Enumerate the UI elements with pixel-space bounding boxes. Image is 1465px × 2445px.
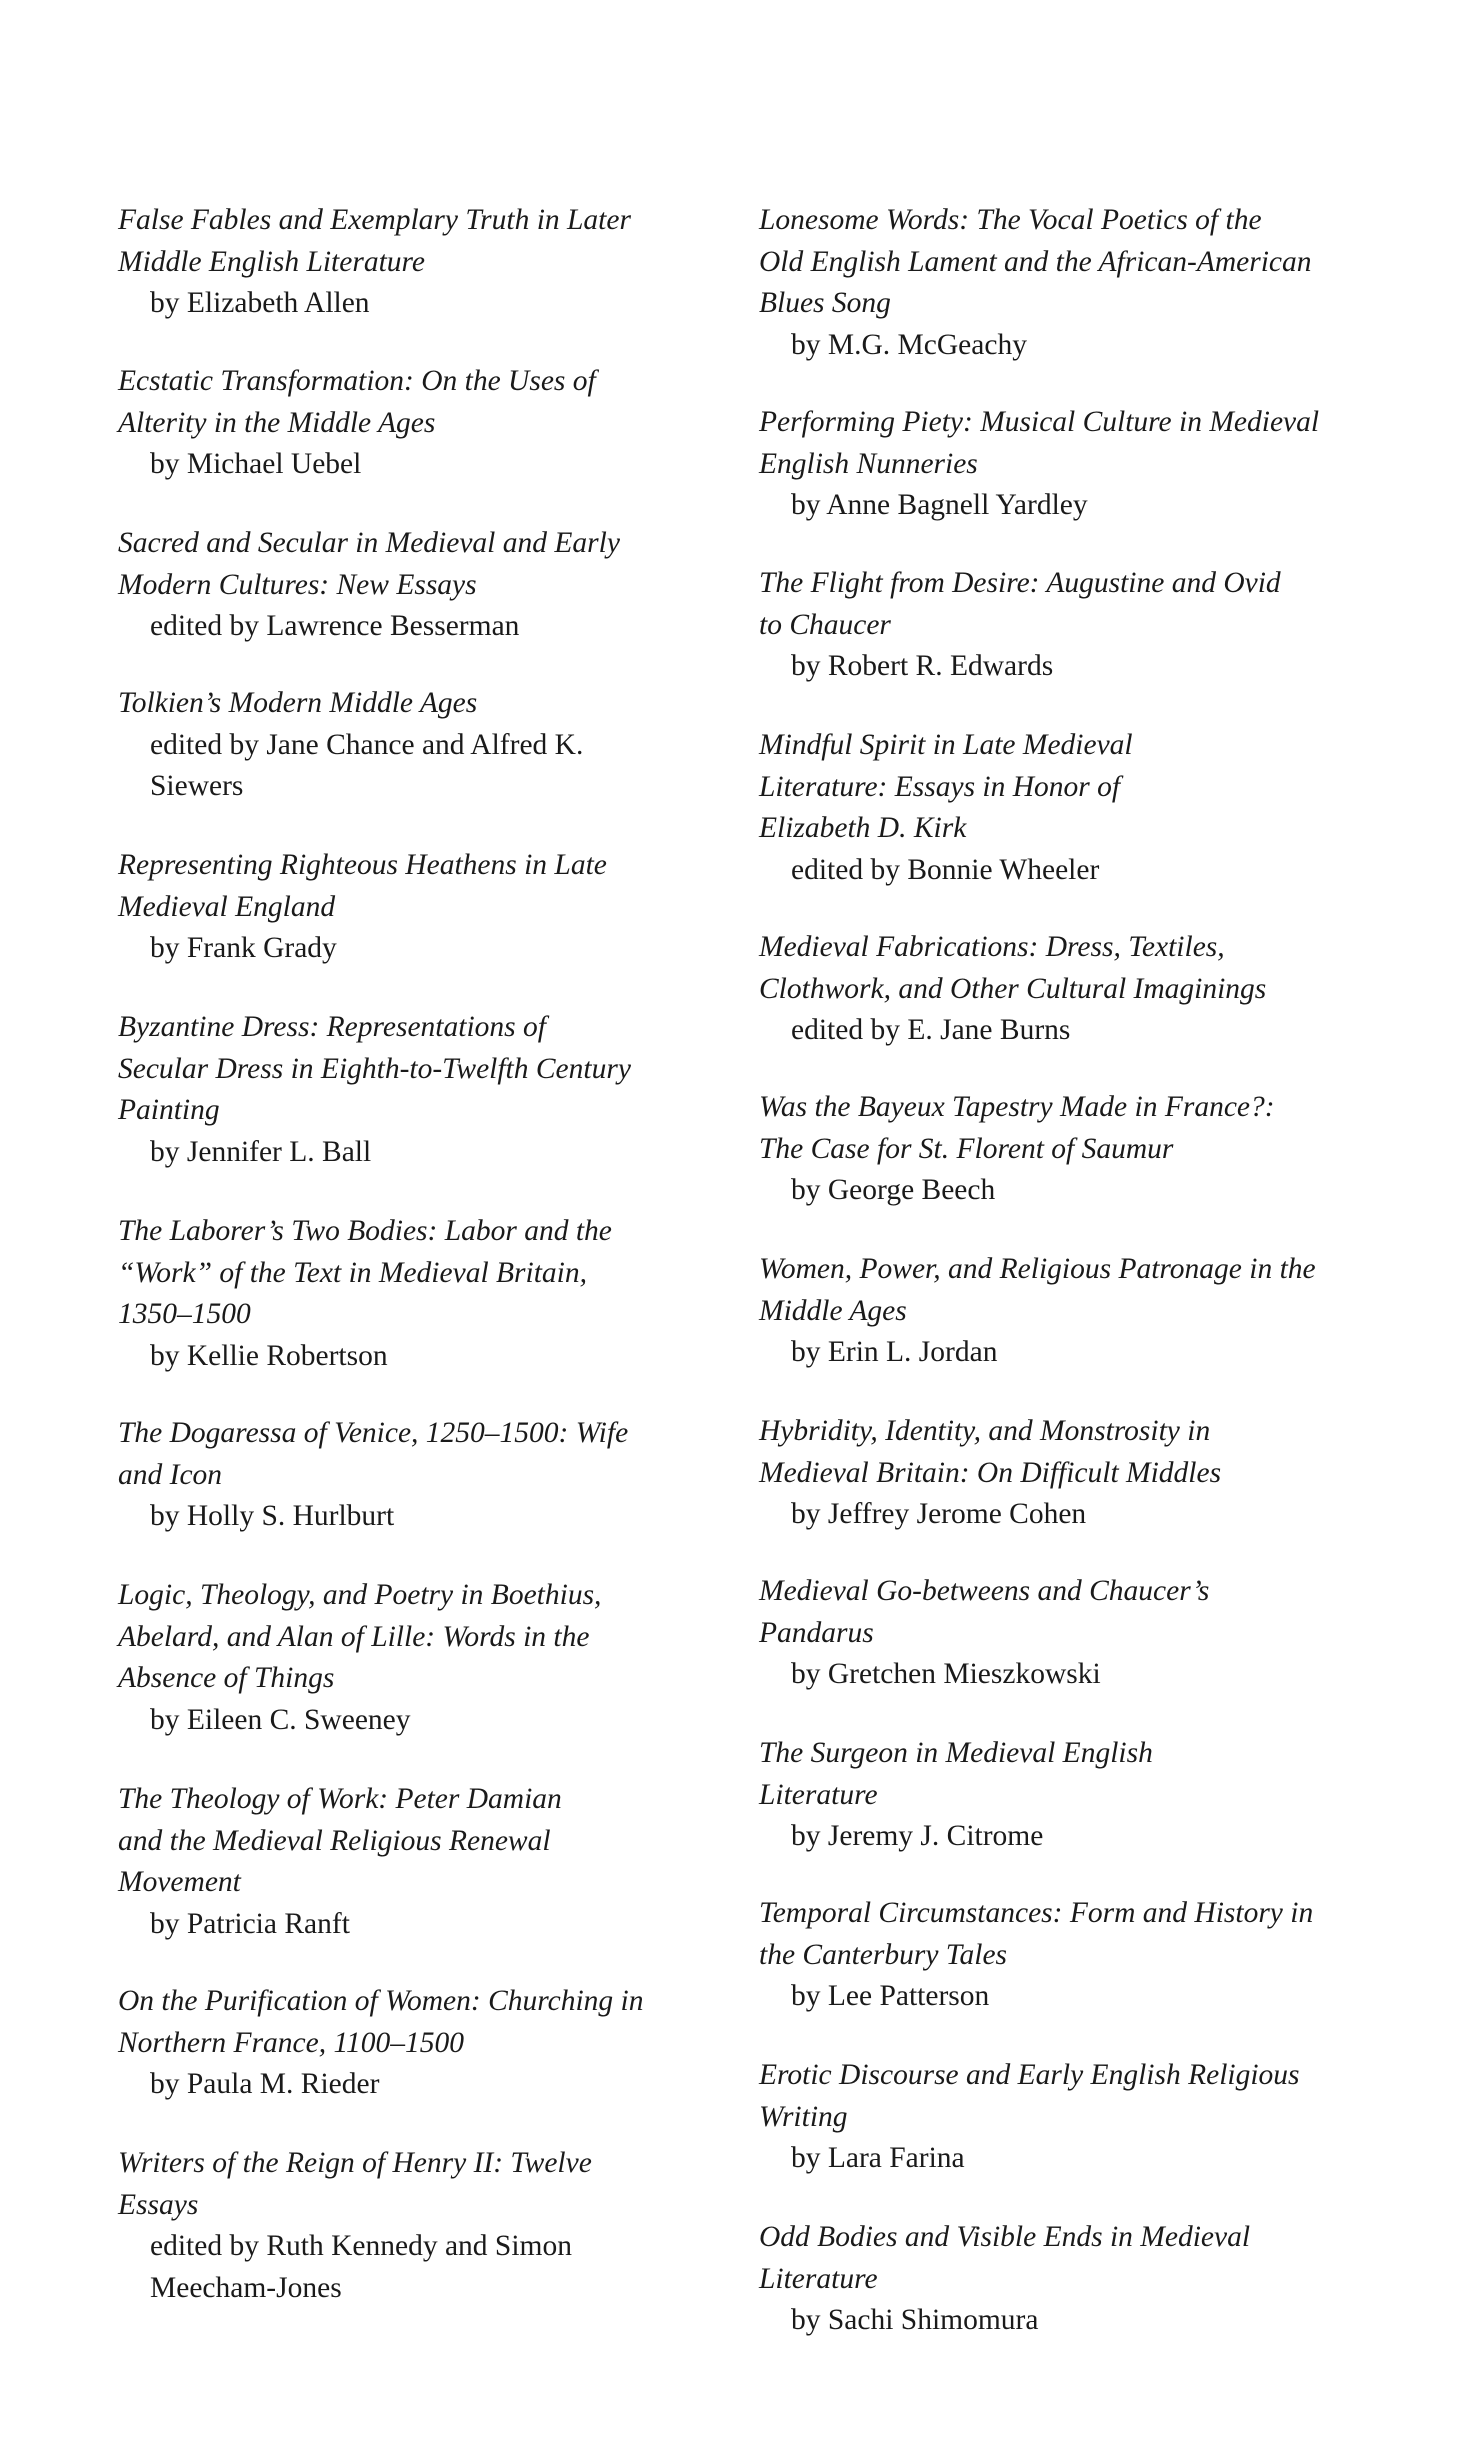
book-title-line: Lonesome Words: The Vocal Poetics of the	[759, 204, 1262, 236]
book-title-line: English Nunneries	[759, 447, 978, 480]
book-author-line: by Gretchen Mieszkowski	[791, 1658, 1101, 1690]
book-title	[118, 1981, 738, 2064]
book-title	[118, 1575, 738, 1700]
book-entry	[759, 927, 1379, 1052]
book-title-line: On the Purification of Women: Churching in	[118, 1985, 644, 2017]
book-author	[759, 1170, 1379, 1212]
book-author	[118, 1904, 738, 1946]
book-entry	[759, 1087, 1379, 1212]
book-author-line: by Holly S. Hurlburt	[150, 1500, 395, 1532]
book-title-line: Mindful Spirit in Late Medieval	[759, 729, 1133, 761]
book-entry	[118, 2143, 738, 2309]
book-title-line: Essays	[118, 2188, 199, 2221]
book-title	[118, 361, 738, 444]
book-title-line: Temporal Circumstances: Form and History in	[759, 1897, 1314, 1929]
book-title-line: Tolkien’s Modern Middle Ages	[118, 687, 478, 719]
book-author-line: by Jennifer L. Ball	[150, 1135, 372, 1168]
book-author-line: Siewers	[150, 770, 244, 802]
book-title-line: Blues Song	[759, 287, 891, 319]
book-title-line: The Dogaressa of Venice, 1250–1500: Wife	[118, 1417, 629, 1449]
book-author-line: by Robert R. Edwards	[791, 650, 1054, 682]
book-title-line: Medieval Fabrications: Dress, Textiles,	[759, 931, 1225, 963]
book-author-line: edited by Bonnie Wheeler	[791, 853, 1100, 886]
book-entry	[759, 1733, 1379, 1858]
book-entry	[759, 402, 1379, 527]
book-author	[118, 928, 738, 970]
book-author-line: by Anne Bagnell Yardley	[791, 489, 1088, 521]
book-author	[118, 283, 738, 325]
book-title	[759, 402, 1379, 485]
book-title	[118, 845, 738, 928]
book-title	[759, 1411, 1379, 1494]
book-author-line: by Erin L. Jordan	[791, 1336, 998, 1368]
book-title-line: and Icon	[118, 1458, 223, 1491]
book-title-line: Abelard, and Alan of Lille: Words in the	[118, 1620, 590, 1653]
book-author	[759, 850, 1379, 892]
book-title-line: Hybridity, Identity, and Monstrosity in	[759, 1415, 1211, 1447]
book-entry	[118, 523, 738, 648]
book-title	[759, 1087, 1379, 1170]
book-title-line: The Laborer’s Two Bodies: Labor and the	[118, 1215, 612, 1247]
book-author-line: by George Beech	[791, 1174, 996, 1206]
book-entry	[118, 1981, 738, 2106]
book-title-line: Performing Piety: Musical Culture in Medieval	[759, 406, 1320, 438]
book-entry	[118, 1779, 738, 1945]
book-title-line: The Theology of Work: Peter Damian	[118, 1783, 562, 1815]
book-author-line: by Lee Patterson	[791, 1980, 990, 2012]
book-author	[759, 1816, 1379, 1858]
book-author-line: edited by E. Jane Burns	[791, 1014, 1071, 1046]
book-title-line: The Surgeon in Medieval English	[759, 1737, 1153, 1769]
book-author-line: by Michael Uebel	[150, 448, 362, 480]
book-title	[118, 1779, 738, 1904]
book-entry	[118, 1007, 738, 1173]
book-title-line: Sacred and Secular in Medieval and Early	[118, 527, 620, 559]
book-author	[759, 1010, 1379, 1052]
book-author	[118, 2226, 738, 2309]
book-title-line: Was the Bayeux Tapestry Made in France?:	[759, 1091, 1275, 1123]
book-title-line: Literature: Essays in Honor of	[759, 770, 1121, 803]
book-title-line: “Work” of the Text in Medieval Britain,	[118, 1256, 587, 1289]
book-author	[118, 1336, 738, 1378]
book-title-line: Pandarus	[759, 1616, 874, 1649]
book-title-line: Alterity in the Middle Ages	[118, 406, 436, 439]
book-author	[118, 1132, 738, 1174]
book-author-line: by Eileen C. Sweeney	[150, 1703, 411, 1736]
book-title	[118, 1413, 738, 1496]
book-title	[759, 1893, 1379, 1976]
book-title	[118, 523, 738, 606]
book-author	[759, 1494, 1379, 1536]
book-entry	[759, 725, 1379, 891]
book-title-line: Literature	[759, 1778, 878, 1811]
book-title-line: Representing Righteous Heathens in Late	[118, 849, 607, 881]
book-entry	[759, 1411, 1379, 1536]
book-author-line: by Jeremy J. Citrome	[791, 1820, 1044, 1852]
book-title	[118, 2143, 738, 2226]
book-title-line: Logic, Theology, and Poetry in Boethius,	[118, 1579, 602, 1611]
book-author	[759, 325, 1379, 367]
book-author	[118, 606, 738, 648]
book-title-line: Ecstatic Transformation: On the Uses of	[118, 365, 596, 397]
book-title-line: Writing	[759, 2100, 848, 2133]
book-entry	[759, 1249, 1379, 1374]
book-title-line: Odd Bodies and Visible Ends in Medieval	[759, 2221, 1251, 2253]
book-author	[759, 2138, 1379, 2180]
book-title	[759, 2217, 1379, 2300]
book-author	[759, 646, 1379, 688]
book-author	[118, 444, 738, 486]
book-entry	[759, 1571, 1379, 1696]
book-title	[759, 927, 1379, 1010]
book-title-line: Painting	[118, 1094, 220, 1126]
book-title-line: Middle Ages	[759, 1294, 907, 1327]
book-title-line: Middle English Literature	[118, 245, 425, 278]
book-author	[118, 725, 738, 808]
book-title-line: Modern Cultures: New Essays	[118, 568, 477, 601]
book-entry	[118, 200, 738, 325]
book-title-line: Clothwork, and Other Cultural Imaginings	[759, 972, 1267, 1005]
book-author	[759, 485, 1379, 527]
book-title-line: Secular Dress in Eighth-to-Twelfth Century	[118, 1052, 631, 1085]
book-author	[118, 2064, 738, 2106]
book-entry	[118, 683, 738, 808]
book-entry	[118, 361, 738, 486]
book-title	[759, 725, 1379, 850]
book-title-line: Women, Power, and Religious Patronage in the	[759, 1253, 1316, 1285]
book-title	[759, 1571, 1379, 1654]
book-title	[118, 683, 738, 725]
book-title	[118, 200, 738, 283]
book-title-line: The Flight from Desire: Augustine and Ovid	[759, 567, 1281, 599]
book-entry	[759, 200, 1379, 366]
book-author	[118, 1496, 738, 1538]
book-title-line: Byzantine Dress: Representations of	[118, 1011, 546, 1043]
book-author-line: edited by Lawrence Besserman	[150, 610, 520, 642]
book-title-line: Writers of the Reign of Henry II: Twelve	[118, 2147, 592, 2179]
book-author-line: Meecham-Jones	[150, 2271, 342, 2304]
book-author-line: by Frank Grady	[150, 932, 337, 964]
book-author-line: by Jeffrey Jerome Cohen	[791, 1498, 1087, 1530]
book-title-line: 1350–1500	[118, 1298, 251, 1330]
book-title-line: Northern France, 1100–1500	[118, 2026, 465, 2059]
book-author	[759, 2300, 1379, 2342]
book-title-line: Elizabeth D. Kirk	[759, 812, 967, 844]
book-title	[759, 1733, 1379, 1816]
book-title-line: False Fables and Exemplary Truth in Later	[118, 204, 631, 236]
book-author-line: by Patricia Ranft	[150, 1907, 350, 1940]
book-title-line: Old English Lament and the African-American	[759, 245, 1312, 278]
book-title-line: Medieval Britain: On Difficult Middles	[759, 1456, 1222, 1489]
book-author-line: by Paula M. Rieder	[150, 2068, 380, 2100]
book-title-line: Absence of Things	[118, 1662, 335, 1694]
book-title-line: the Canterbury Tales	[759, 1938, 1008, 1971]
book-entry	[759, 2217, 1379, 2342]
book-author-line: edited by Ruth Kennedy and Simon	[150, 2230, 572, 2262]
book-title-line: Movement	[118, 1866, 241, 1898]
book-entry	[118, 1575, 738, 1741]
book-author-line: by M.G. McGeachy	[791, 328, 1027, 361]
book-entry	[759, 563, 1379, 688]
book-entry	[759, 1893, 1379, 2018]
book-author	[118, 1700, 738, 1742]
book-title-line: Medieval Go-betweens and Chaucer’s	[759, 1575, 1210, 1607]
book-title-line: and the Medieval Religious Renewal	[118, 1824, 551, 1857]
book-title	[759, 563, 1379, 646]
book-author-line: edited by Jane Chance and Alfred K.	[150, 728, 584, 761]
book-entry	[118, 845, 738, 970]
book-author	[759, 1654, 1379, 1696]
book-author-line: by Sachi Shimomura	[791, 2304, 1039, 2336]
book-title-line: Erotic Discourse and Early English Religious	[759, 2059, 1300, 2091]
book-author-line: by Kellie Robertson	[150, 1339, 388, 1372]
book-author	[759, 1332, 1379, 1374]
book-author-line: by Elizabeth Allen	[150, 287, 370, 319]
book-entry	[759, 2055, 1379, 2180]
book-title-line: Literature	[759, 2262, 878, 2295]
book-title-line: Medieval England	[118, 890, 336, 923]
book-title-line: to Chaucer	[759, 608, 891, 641]
book-title	[118, 1007, 738, 1132]
book-author-line: by Lara Farina	[791, 2142, 965, 2174]
book-title	[759, 1249, 1379, 1332]
book-author	[759, 1976, 1379, 2018]
book-title	[759, 2055, 1379, 2138]
book-title	[118, 1211, 738, 1336]
book-title-line: The Case for St. Florent of Saumur	[759, 1132, 1174, 1165]
book-entry	[118, 1211, 738, 1377]
book-title	[759, 200, 1379, 325]
book-entry	[118, 1413, 738, 1538]
